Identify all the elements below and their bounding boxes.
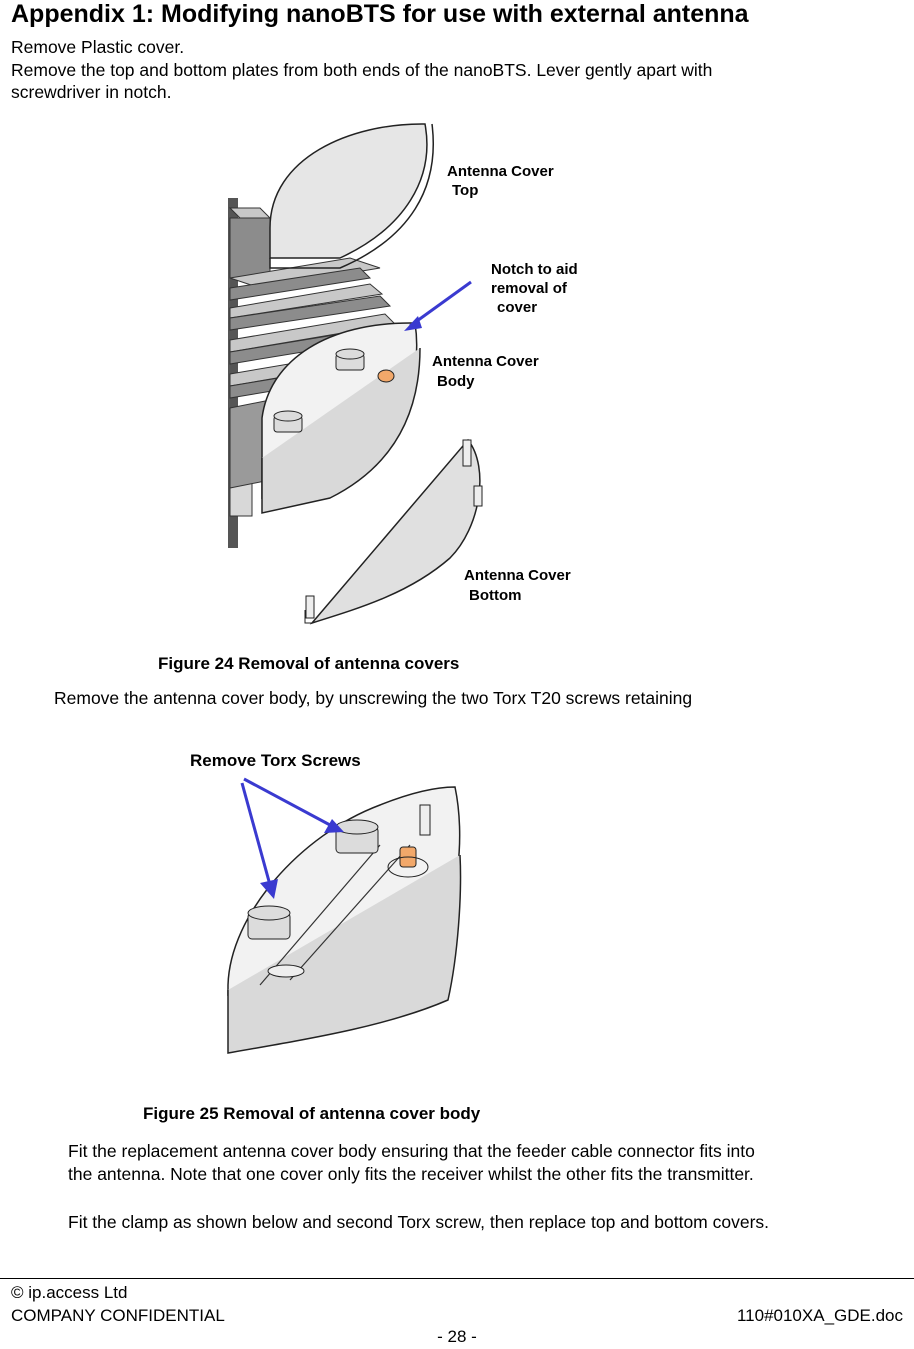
intro-line-1: Remove Plastic cover.	[11, 37, 185, 57]
torx-screw-lower	[248, 906, 290, 939]
footer-copyright: © ip.access Ltd	[11, 1283, 128, 1302]
label-cover-body-line2: Body	[437, 373, 475, 390]
arrow-to-lower-screw-line	[242, 783, 270, 885]
label-notch-line1: Notch to aid	[491, 261, 578, 278]
torx-screw-upper	[336, 820, 378, 853]
antenna-cover-top	[270, 124, 427, 258]
footer-confidential: COMPANY CONFIDENTIAL	[11, 1306, 225, 1325]
figure-24-caption: Figure 24 Removal of antenna covers	[158, 654, 460, 673]
intro-line-3: screwdriver in notch.	[11, 82, 172, 102]
figure-25-caption: Figure 25 Removal of antenna cover body	[143, 1104, 481, 1123]
step-2-text: Remove the antenna cover body, by unscrewing the two Torx T20 screws retaining	[54, 688, 693, 708]
notch-arrow-line	[410, 282, 471, 326]
step-3-line-1: Fit the replacement antenna cover body ensuring that the feeder cable connector fits into	[68, 1141, 755, 1161]
label-notch-line3: cover	[497, 299, 538, 316]
footer-doc-id: 110#010XA_GDE.doc	[736, 1306, 903, 1325]
step-4-text: Fit the clamp as shown below and second Torx screw, then replace top and bottom covers.	[68, 1212, 770, 1232]
torx-screw-2	[274, 411, 302, 432]
footer-rule	[0, 1278, 914, 1279]
label-remove-torx-screws: Remove Torx Screws	[190, 751, 361, 770]
feeder-connector	[378, 370, 394, 382]
intro-line-2: Remove the top and bottom plates from both ends of the nanoBTS. Lever gently apart with	[11, 60, 713, 80]
footer-page-number: - 28 -	[437, 1327, 477, 1346]
torx-screw-1	[336, 349, 364, 370]
label-cover-body-line1: Antenna Cover	[432, 353, 539, 370]
label-cover-top-line1: Antenna Cover	[447, 163, 554, 180]
label-cover-top-line2: Top	[452, 182, 479, 199]
label-cover-bottom-line2: Bottom	[469, 587, 522, 604]
label-notch-line2: removal of	[491, 280, 567, 297]
page-heading: Appendix 1: Modifying nanoBTS for use with external antenna	[11, 0, 749, 28]
figure-25-illustration	[220, 775, 470, 1060]
label-cover-bottom-line1: Antenna Cover	[464, 567, 571, 584]
arrow-to-upper-screw-line	[244, 779, 330, 825]
step-3-line-2: the antenna. Note that one cover only fits the receiver whilst the other fits the transmitter.	[68, 1164, 754, 1184]
